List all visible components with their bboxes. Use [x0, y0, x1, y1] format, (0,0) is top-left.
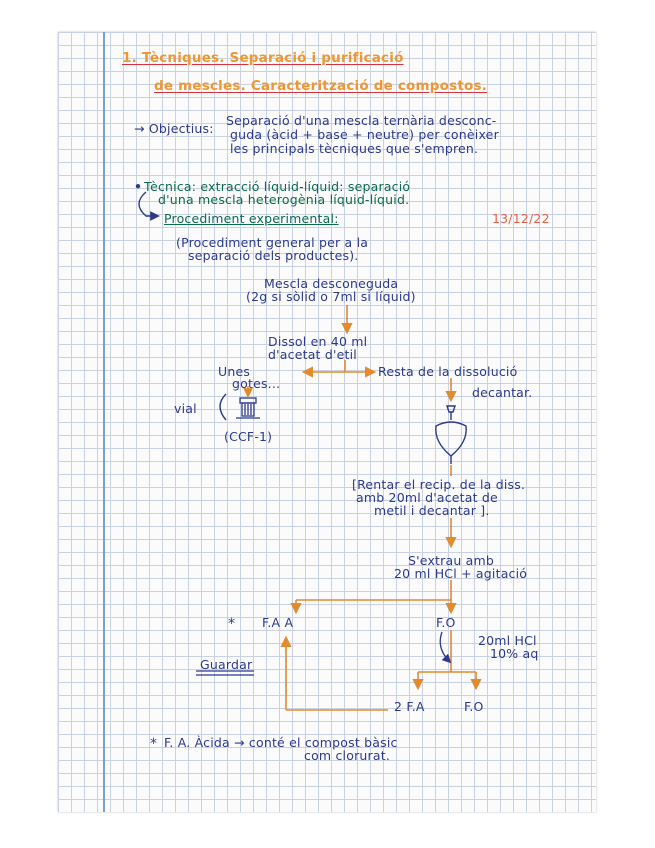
hcl-addition-arrow	[440, 632, 450, 662]
flow-rinse-3: metil i decantar ].	[374, 503, 490, 518]
footnote-line-2: com clorurat.	[304, 748, 390, 763]
footnote-text: F. A. Àcida → conté el compost bàsic	[164, 735, 398, 750]
flow-star: *	[228, 616, 236, 632]
procedure-label: Procediment experimental:	[164, 211, 339, 226]
flow-rinse-1: [Rentar el recip. de la diss.	[352, 477, 526, 492]
separatory-funnel-icon	[436, 406, 466, 464]
flow-ccf: (CCF-1)	[224, 429, 273, 444]
flow-fo: F.O	[436, 615, 456, 630]
footnote-star: *	[150, 736, 158, 752]
flow-hcl-1: 20ml HCl	[478, 633, 537, 648]
flow-drops-2: gotes...	[232, 376, 281, 391]
flow-keep: Guardar	[200, 657, 253, 672]
objective-line-1: Separació d'una mescla ternària desconc-	[226, 113, 497, 128]
flow-fa-a: F.A A	[262, 615, 294, 630]
flow-extract-1: S'extrau amb	[408, 553, 495, 568]
vial-bracket	[220, 394, 226, 420]
flow-dissolve-2: d'acetat d'etil	[268, 347, 357, 362]
vial-icon	[236, 398, 260, 418]
flow-decant: decantar.	[472, 385, 533, 400]
title-line-2: de mescles. Caracterització de compostos.	[154, 78, 488, 94]
technique-line-1: Tècnica: extracció líquid-líquid: separació	[144, 179, 411, 194]
procedure-note-2: separació dels productes).	[188, 248, 359, 263]
flow-dissolve-1: Dissol en 40 ml	[268, 334, 368, 349]
flow-drops-1: Unes	[218, 364, 251, 379]
flow-fa2: 2 F.A	[394, 699, 425, 714]
title-line-1: 1. Tècniques. Separació i purificació	[122, 50, 404, 66]
procedure-date: 13/12/22	[492, 211, 550, 226]
technique-line-2: d'una mescla heterogènia líquid-líquid.	[158, 192, 410, 207]
flow-hcl-2: 10% aq	[490, 646, 539, 661]
procedure-note-1: (Procediment general per a la	[176, 235, 369, 250]
flow-mix-1: Mescla desconeguda	[264, 276, 399, 291]
flow-vial: vial	[174, 401, 197, 416]
flow-fo2: F.O	[464, 699, 484, 714]
flow-mix-2: (2g si sòlid o 7ml si líquid)	[246, 289, 416, 304]
technique-bullet: •	[134, 179, 143, 194]
objective-line-3: les principals tècniques que s'empren.	[230, 141, 479, 156]
flow-rest: Resta de la dissolució	[378, 364, 518, 379]
objective-lead: → Objectius:	[134, 121, 214, 136]
notebook-page	[58, 32, 596, 812]
flow-extract-2: 20 ml HCl + agitació	[394, 566, 528, 581]
flow-rinse-2: amb 20ml d'acetat de	[356, 490, 498, 505]
objective-line-2: guda (àcid + base + neutre) per conèixer	[230, 127, 499, 142]
procedure-hook-arrow	[139, 192, 158, 216]
